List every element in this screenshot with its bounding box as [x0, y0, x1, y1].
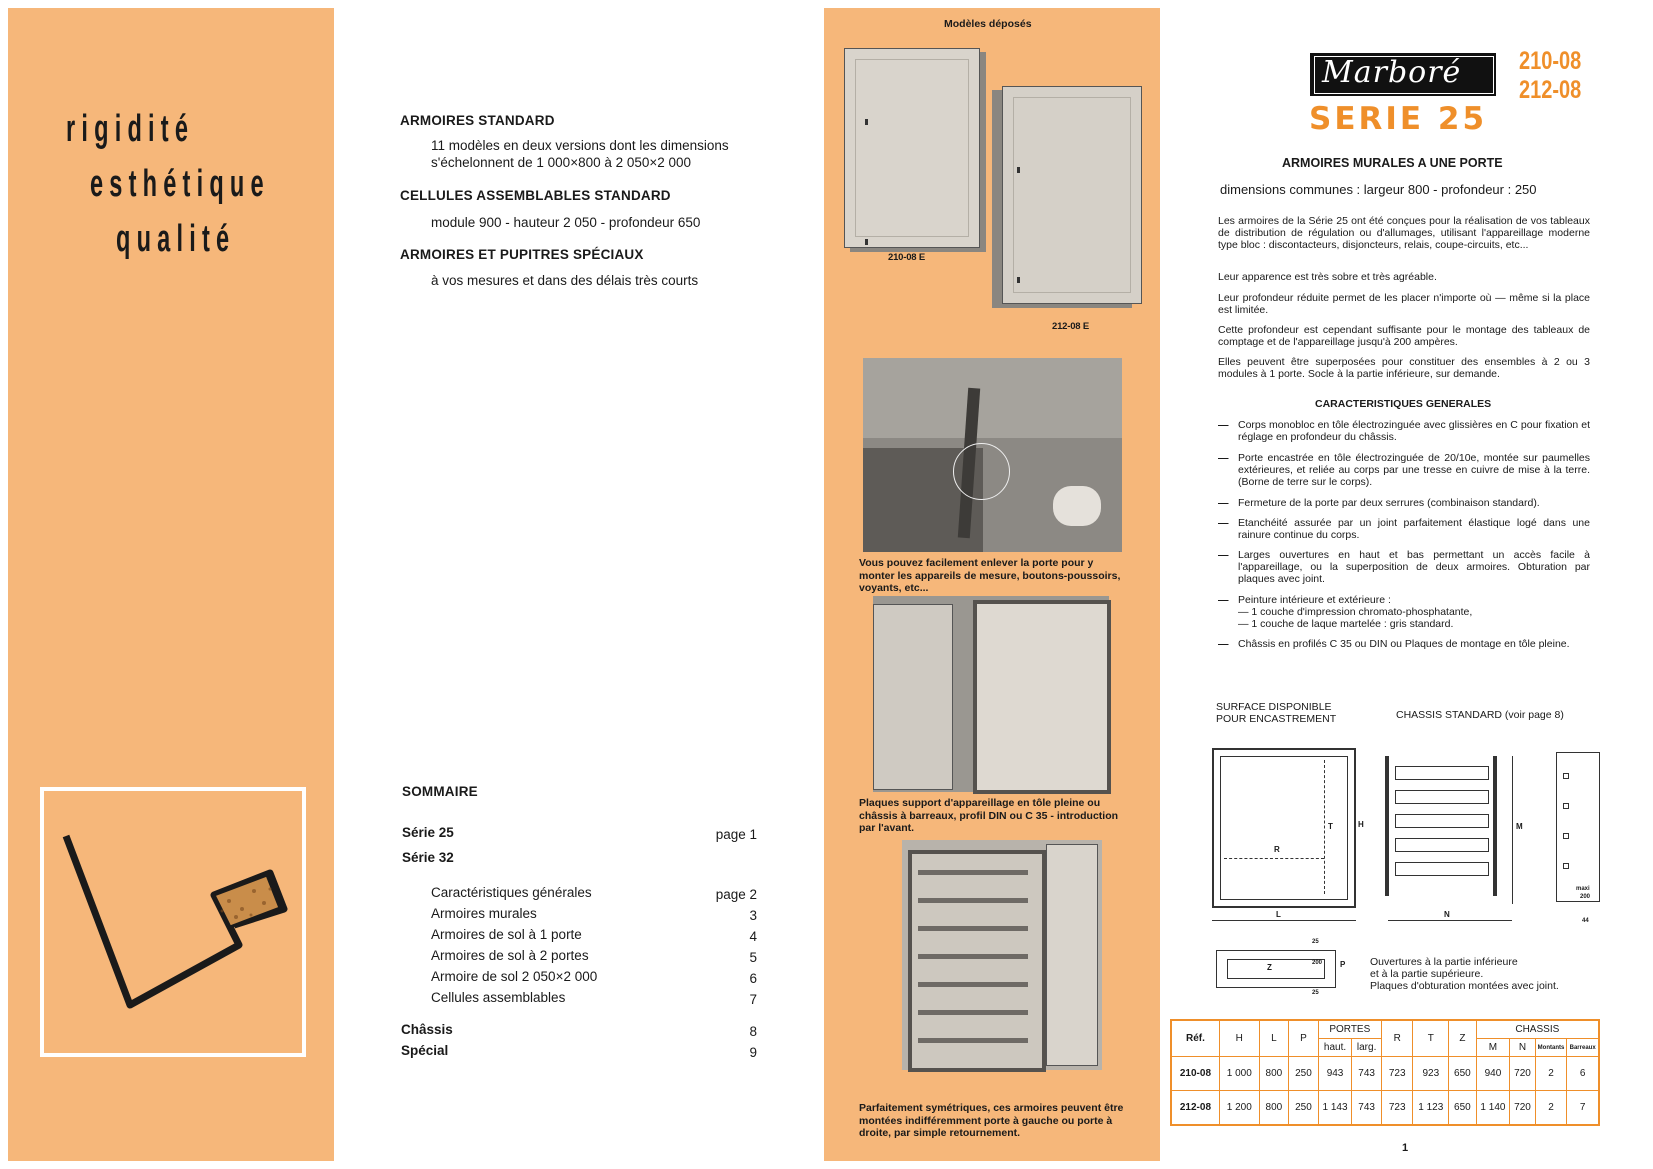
section-line: à vos mesures et dans des délais très courts: [431, 273, 699, 288]
bullet-dash: —: [1218, 419, 1229, 431]
dim-label-44: 44: [1582, 918, 1589, 924]
page-number: 1: [1402, 1142, 1409, 1154]
intro-paragraph: Leur apparence est très sobre et très agréable.: [1218, 271, 1437, 283]
table-cell: 923: [1413, 1057, 1449, 1091]
toc-subitem[interactable]: Armoires de sol à 1 porte: [431, 927, 582, 942]
table-cell: 743: [1352, 1057, 1382, 1091]
toc-item-special[interactable]: Spécial: [401, 1043, 449, 1058]
cover-panel: [8, 8, 334, 1161]
table-cell: 7: [1567, 1091, 1599, 1125]
dim-label-r: R: [1274, 845, 1280, 854]
dim-line: [1512, 756, 1513, 904]
table-header-chassis: CHASSIS: [1476, 1020, 1599, 1039]
table-cell: 1 000: [1219, 1057, 1259, 1091]
front-view-drawing: [1212, 748, 1356, 908]
series-title: SERIE 25: [1309, 101, 1488, 137]
table-cell: 1 143: [1318, 1091, 1352, 1125]
dim-label-n: N: [1444, 910, 1450, 919]
table-header: M: [1476, 1039, 1510, 1057]
caption-symmetric: Parfaitement symétriques, ces armoires peuvent être montées indifféremment porte à gauche ou porte à droite, par simple retournement.: [859, 1102, 1124, 1139]
openings-line: et à la partie supérieure.: [1370, 968, 1484, 980]
toc-subitem[interactable]: Armoire de sol 2 050×2 000: [431, 969, 598, 984]
table-header: R: [1381, 1020, 1413, 1057]
toc-item-chassis[interactable]: Châssis: [401, 1022, 453, 1037]
table-cell-ref: 212-08: [1171, 1091, 1219, 1125]
intro-paragraph: Leur profondeur réduite permet de les placer n'importe où — même si la place est limitée.: [1218, 292, 1590, 316]
toc-page: 3: [749, 908, 757, 923]
table-header: haut.: [1318, 1039, 1352, 1057]
bullet-dash: —: [1218, 549, 1229, 561]
openings-note: [1370, 956, 1559, 992]
table-cell: 1 140: [1476, 1091, 1510, 1125]
toc-item-serie-25[interactable]: Série 25: [402, 825, 454, 840]
model-code: 210-08: [1519, 47, 1582, 75]
toc-page: 5: [749, 950, 757, 965]
surface-label-line: SURFACE DISPONIBLE: [1216, 701, 1332, 713]
table-header: Montants: [1535, 1039, 1567, 1057]
table-header: larg.: [1352, 1039, 1382, 1057]
carac-item: Corps monobloc en tôle électrozinguée avec glissières en C pour fixation et réglage en profondeur du châssis.: [1238, 419, 1590, 443]
table-cell: 743: [1352, 1091, 1382, 1125]
toc-title: SOMMAIRE: [402, 784, 478, 799]
table-cell-ref: 210-08: [1171, 1057, 1219, 1091]
toc-page: page 2: [715, 887, 757, 902]
carac-item: Châssis en profilés C 35 ou DIN ou Plaques de montage en tôle pleine.: [1238, 638, 1570, 650]
tagline-rigidite: rigidité: [66, 108, 195, 150]
chassis-photo: [902, 840, 1102, 1070]
intro-paragraph: Elles peuvent être superposées pour constituer des ensembles à 2 ou 3 modules à 1 porte. Socle à la partie inférieure, sur demande.: [1218, 356, 1590, 380]
table-cell: 720: [1510, 1091, 1535, 1125]
carac-item: Larges ouvertures en haut et bas permettant un accès facile à l'appareillage, ou la superposition de deux armoires. Obturation par plaques avec joint.: [1238, 549, 1590, 585]
table-cell: 650: [1449, 1057, 1477, 1091]
carac-subitem: — 1 couche de laque martelée : gris standard.: [1238, 618, 1454, 630]
section-title-armoires-standard: ARMOIRES STANDARD: [400, 113, 555, 128]
dim-label-z: Z: [1267, 963, 1272, 972]
brand-symbol-icon: [44, 791, 302, 1053]
table-cell: 940: [1476, 1057, 1510, 1091]
tagline-qualite: qualité: [116, 218, 236, 260]
table-header: H: [1219, 1020, 1259, 1057]
table-cell: 2: [1535, 1057, 1567, 1091]
toc-subitem[interactable]: Armoires murales: [431, 906, 537, 921]
model-code: 212-08: [1519, 76, 1582, 104]
intro-paragraph: Cette profondeur est cependant suffisante pour le montage des tableaux de comptage et de l'appareillage jusqu'à 200 ampères.: [1218, 324, 1590, 348]
toc-item-serie-32[interactable]: Série 32: [402, 850, 454, 865]
table-cell: 723: [1381, 1057, 1413, 1091]
surface-label: [1216, 701, 1336, 725]
bullet-dash: —: [1218, 594, 1229, 606]
side-view-drawing: [1556, 752, 1600, 902]
product-title: ARMOIRES MURALES A UNE PORTE: [1282, 156, 1503, 170]
bullet-dash: —: [1218, 638, 1229, 650]
dim-label-m: M: [1516, 822, 1523, 831]
cabinet-photo-210: [844, 48, 980, 248]
dim-label-p: P: [1340, 960, 1346, 969]
dim-line: [1354, 748, 1355, 904]
section-title-cellules: CELLULES ASSEMBLABLES STANDARD: [400, 188, 671, 203]
table-cell: 2: [1535, 1091, 1567, 1125]
carac-item: Etanchéité assurée par un joint parfaitement élastique logé dans une rainure continue du corps.: [1238, 517, 1590, 541]
carac-subitem: — 1 couche d'impression chromato-phosphatante,: [1238, 606, 1473, 618]
dim-label-200: 200: [1580, 894, 1591, 900]
dim-label-l: L: [1276, 910, 1281, 919]
table-cell: 1 123: [1413, 1091, 1449, 1125]
table-cell: 800: [1259, 1057, 1289, 1091]
table-header: T: [1413, 1020, 1449, 1057]
table-cell: 250: [1289, 1091, 1319, 1125]
section-title-speciaux: ARMOIRES ET PUPITRES SPÉCIAUX: [400, 247, 644, 262]
dim-label-25: 25: [1312, 990, 1319, 996]
table-cell: 1 200: [1219, 1091, 1259, 1125]
toc-subitem[interactable]: Caractéristiques générales: [431, 885, 592, 900]
photo-panel: [824, 8, 1160, 1161]
table-cell: 800: [1259, 1091, 1289, 1125]
product-subtitle: dimensions communes : largeur 800 - profondeur : 250: [1220, 182, 1537, 197]
models-header: Modèles déposés: [944, 18, 1032, 30]
table-cell: 650: [1449, 1091, 1477, 1125]
openings-line: Plaques d'obturation montées avec joint.: [1370, 980, 1559, 992]
table-cell: 943: [1318, 1057, 1352, 1091]
brand-logo: [1310, 53, 1496, 96]
toc-subitem[interactable]: Armoires de sol à 2 portes: [431, 948, 589, 963]
open-cabinet-photo: [873, 596, 1109, 792]
dim-label-200: 200: [1312, 960, 1323, 966]
toc-page: 7: [749, 992, 757, 1007]
table-cell: 250: [1289, 1057, 1319, 1091]
cabinet-photo-212: [1002, 86, 1142, 304]
table-header: Barreaux: [1567, 1039, 1599, 1057]
table-cell: 6: [1567, 1057, 1599, 1091]
table-header: L: [1259, 1020, 1289, 1057]
bullet-dash: —: [1218, 452, 1229, 464]
table-header: P: [1289, 1020, 1319, 1057]
dim-line: [1388, 920, 1512, 921]
toc-subitem[interactable]: Cellules assemblables: [431, 990, 566, 1005]
bullet-dash: —: [1218, 517, 1229, 529]
toc-page: 8: [749, 1024, 757, 1039]
top-view-drawing: [1216, 950, 1336, 988]
caption-mounting-plates: Plaques support d'appareillage en tôle pleine ou châssis à barreaux, profil DIN ou C 35 - introduction par l'avant.: [859, 797, 1119, 834]
carac-item: Porte encastrée en tôle électrozinguée de 20/10e, montée sur paumelles extérieures, et reliée au corps par une tresse en cuivre de mise à la terre. (Borne de terre sur le corps).: [1238, 452, 1590, 488]
toc-page: 4: [749, 929, 757, 944]
toc-page: page 1: [715, 827, 757, 842]
caption-door-removal: Vous pouvez facilement enlever la porte pour y monter les appareils de mesure, boutons-poussoirs, voyants, etc...: [859, 557, 1121, 594]
door-removal-photo: [863, 358, 1122, 552]
dim-line: [1212, 920, 1356, 921]
brand-name: Marboré: [1322, 55, 1462, 90]
dim-label-maxi: maxi: [1576, 886, 1590, 892]
table-header-portes: PORTES: [1318, 1020, 1381, 1039]
bullet-dash: —: [1218, 497, 1229, 509]
chassis-label: CHASSIS STANDARD (voir page 8): [1396, 709, 1564, 721]
table-cell: 723: [1381, 1091, 1413, 1125]
section-line: 11 modèles en deux versions dont les dimensions: [431, 138, 729, 153]
intro-paragraph: Les armoires de la Série 25 ont été conçues pour la réalisation de vos tableaux de distribution de régulation ou d'allumages, utilisant l'appareillage moderne type bloc : discontacteurs, disjoncteurs, relais, coupe-circuits, etc...: [1218, 215, 1590, 251]
section-line: module 900 - hauteur 2 050 - profondeur 650: [431, 215, 701, 230]
chassis-drawing: [1385, 756, 1497, 896]
table-header: N: [1510, 1039, 1535, 1057]
table-header-ref: Réf.: [1171, 1020, 1219, 1057]
carac-title: CARACTERISTIQUES GENERALES: [1315, 398, 1492, 410]
logo-frame: [40, 787, 306, 1057]
spec-table: [1170, 1019, 1600, 1126]
table-header: Z: [1449, 1020, 1477, 1057]
toc-page: 9: [749, 1045, 757, 1060]
carac-item: Peinture intérieure et extérieure :: [1238, 594, 1391, 606]
dim-label-h: H: [1358, 820, 1364, 829]
cabinet-label-212: 212-08 E: [1052, 321, 1089, 332]
cabinet-label-210: 210-08 E: [888, 252, 925, 263]
toc-page: 6: [749, 971, 757, 986]
dim-label-t: T: [1328, 822, 1333, 831]
table-cell: 720: [1510, 1057, 1535, 1091]
surface-label-line: POUR ENCASTREMENT: [1216, 713, 1337, 725]
dim-label-25: 25: [1312, 939, 1319, 945]
section-line: s'échelonnent de 1 000×800 à 2 050×2 000: [431, 155, 692, 170]
carac-item: Fermeture de la porte par deux serrures (combinaison standard).: [1238, 497, 1540, 509]
tagline-esthetique: esthétique: [90, 163, 270, 205]
openings-line: Ouvertures à la partie inférieure: [1370, 956, 1518, 968]
